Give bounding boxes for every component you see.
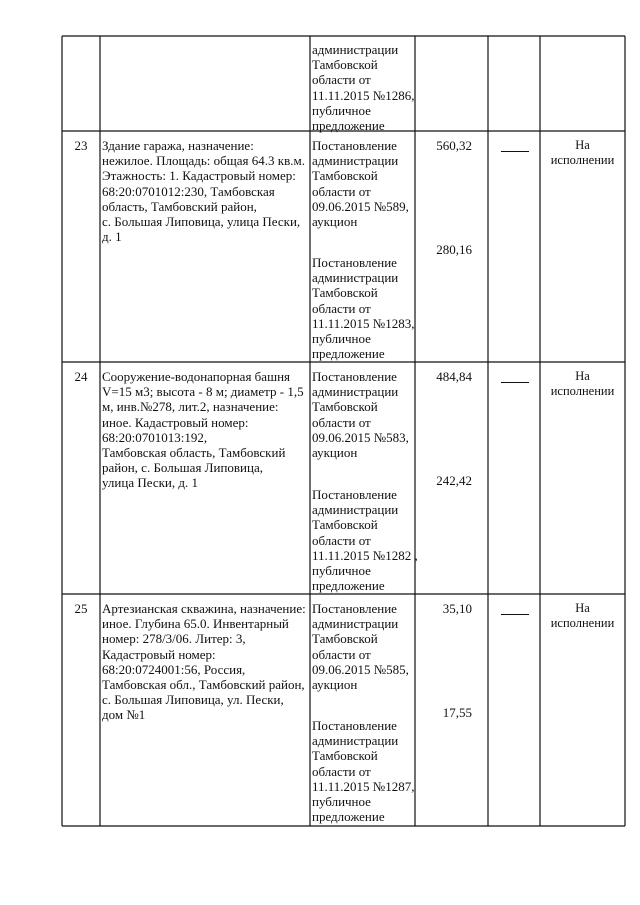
status-line: На: [575, 601, 590, 615]
row-23-price-2: [416, 242, 472, 257]
status-line: На: [575, 369, 590, 383]
doc-line: публичное: [312, 102, 371, 118]
description-line: 68:20:0701013:192,: [102, 429, 208, 445]
description-line: Тамбовская область, Тамбовский: [102, 445, 286, 461]
description-line: иное. Глубина 65.0. Инвентарный: [102, 616, 289, 632]
row-25-description: [102, 601, 310, 723]
row-23-description: [102, 138, 310, 244]
doc-line: администрации: [312, 270, 399, 286]
row-23-status: [540, 138, 625, 168]
dash-mark: [501, 151, 529, 152]
doc-line: Постановление: [312, 487, 397, 502]
description-line: с. Большая Липовица, улица Пески,: [102, 214, 301, 230]
description-line: 68:20:0724001:56, Россия,: [102, 661, 246, 677]
doc-line: 09.06.2015 №589,: [312, 198, 409, 214]
doc-line: администрации: [312, 733, 399, 749]
description-line: д. 1: [102, 229, 122, 245]
doc-line: области от: [312, 414, 371, 430]
row-number: [62, 138, 100, 153]
price-value: 35,10: [442, 601, 472, 616]
row-number: [62, 369, 100, 384]
description-line: 68:20:0701012:230, Тамбовская: [102, 183, 275, 199]
doc-line: Постановление: [312, 255, 397, 270]
doc-line: 09.06.2015 №583,: [312, 429, 409, 445]
doc-line: 09.06.2015 №585,: [312, 661, 409, 677]
doc-line: администрации: [312, 502, 399, 518]
doc-line: Тамбовской: [312, 168, 378, 184]
row-number: [62, 601, 100, 616]
doc-line: предложение: [312, 346, 385, 362]
doc-line: области от: [312, 300, 371, 316]
doc-line: предложение: [312, 809, 385, 825]
status-line: На: [575, 138, 590, 152]
status-line: исполнении: [550, 153, 615, 168]
description-line: иное. Кадастровый номер:: [102, 414, 249, 430]
dash-mark: [501, 614, 529, 615]
doc-line: Тамбовской: [312, 748, 378, 764]
doc-line: 11.11.2015 №1282 ,: [312, 547, 418, 563]
description-line: улица Пески, д. 1: [102, 475, 198, 491]
row-24-status: [540, 369, 625, 399]
description-line: Здание гаража, назначение:: [102, 138, 254, 153]
description-line: Кадастровый номер:: [102, 646, 216, 662]
doc-line: Тамбовской: [312, 631, 378, 647]
description-line: нежилое. Площадь: общая 64.3 кв.м.: [102, 153, 305, 169]
description-line: Этажность: 1. Кадастровый номер:: [102, 168, 296, 184]
description-line: район, с. Большая Липовица,: [102, 460, 263, 476]
doc-line: администрации: [312, 616, 399, 632]
row-number-text: 25: [74, 601, 88, 616]
row-number-text: 24: [74, 369, 88, 384]
doc-line: 11.11.2015 №1286,: [312, 87, 415, 103]
status-line: исполнении: [550, 616, 615, 631]
doc-line: 11.11.2015 №1283,: [312, 315, 415, 331]
doc-line: Постановление: [312, 718, 397, 733]
row-24-price-1: [416, 369, 472, 384]
dash-mark: [501, 382, 529, 383]
doc-line: области от: [312, 646, 371, 662]
row-25-document-1: [312, 601, 416, 692]
doc-line: публичное: [312, 331, 371, 347]
description-line: с. Большая Липовица, ул. Пески,: [102, 692, 284, 708]
doc-line: 11.11.2015 №1287,: [312, 778, 415, 794]
status-line: исполнении: [550, 384, 615, 399]
row-23-document-2: [312, 255, 416, 361]
description-line: Сооружение-водонапорная башня: [102, 369, 291, 384]
doc-line: аукцион: [312, 445, 358, 461]
row-24-price-2: [416, 473, 472, 488]
doc-line: области от: [312, 763, 371, 779]
row-25-status: [540, 601, 625, 631]
row-number-text: 23: [74, 138, 88, 153]
row-23-price-1: [416, 138, 472, 153]
price-value: 17,55: [442, 705, 472, 720]
row-25-price-2: [416, 705, 472, 720]
price-value: 280,16: [436, 242, 472, 257]
doc-line: администрации: [312, 153, 399, 169]
doc-line: области от: [312, 183, 371, 199]
doc-line: предложение: [312, 578, 385, 594]
doc-line: Постановление: [312, 369, 397, 384]
row-0-document-1: [312, 42, 416, 133]
row-24-document-1: [312, 369, 416, 460]
doc-line: администрации: [312, 42, 399, 57]
description-line: м, инв.№278, лит.2, назначение:: [102, 399, 279, 415]
doc-line: Постановление: [312, 601, 397, 616]
description-line: Тамбовская обл., Тамбовский район,: [102, 677, 305, 693]
price-value: 242,42: [436, 473, 472, 488]
doc-line: аукцион: [312, 677, 358, 693]
description-line: номер: 278/3/06. Литер: 3,: [102, 631, 246, 647]
doc-line: Тамбовской: [312, 399, 378, 415]
doc-line: предложение: [312, 118, 385, 134]
row-24-description: [102, 369, 310, 491]
doc-line: Тамбовской: [312, 285, 378, 301]
price-value: 484,84: [436, 369, 472, 384]
doc-line: области от: [312, 72, 371, 88]
row-25-document-2: [312, 718, 416, 824]
row-23-document-1: [312, 138, 416, 229]
row-25-price-1: [416, 601, 472, 616]
description-line: V=15 м3; высота - 8 м; диаметр - 1,5: [102, 384, 304, 400]
doc-line: аукцион: [312, 214, 358, 230]
price-value: 560,32: [436, 138, 472, 153]
description-line: Артезианская скважина, назначение:: [102, 601, 306, 616]
doc-line: публичное: [312, 794, 371, 810]
doc-line: Тамбовской: [312, 57, 378, 73]
doc-line: администрации: [312, 384, 399, 400]
description-line: дом №1: [102, 707, 146, 723]
description-line: область, Тамбовский район,: [102, 198, 257, 214]
doc-line: Постановление: [312, 138, 397, 153]
doc-line: области от: [312, 532, 371, 548]
doc-line: публичное: [312, 563, 371, 579]
doc-line: Тамбовской: [312, 517, 378, 533]
row-24-document-2: [312, 487, 416, 593]
